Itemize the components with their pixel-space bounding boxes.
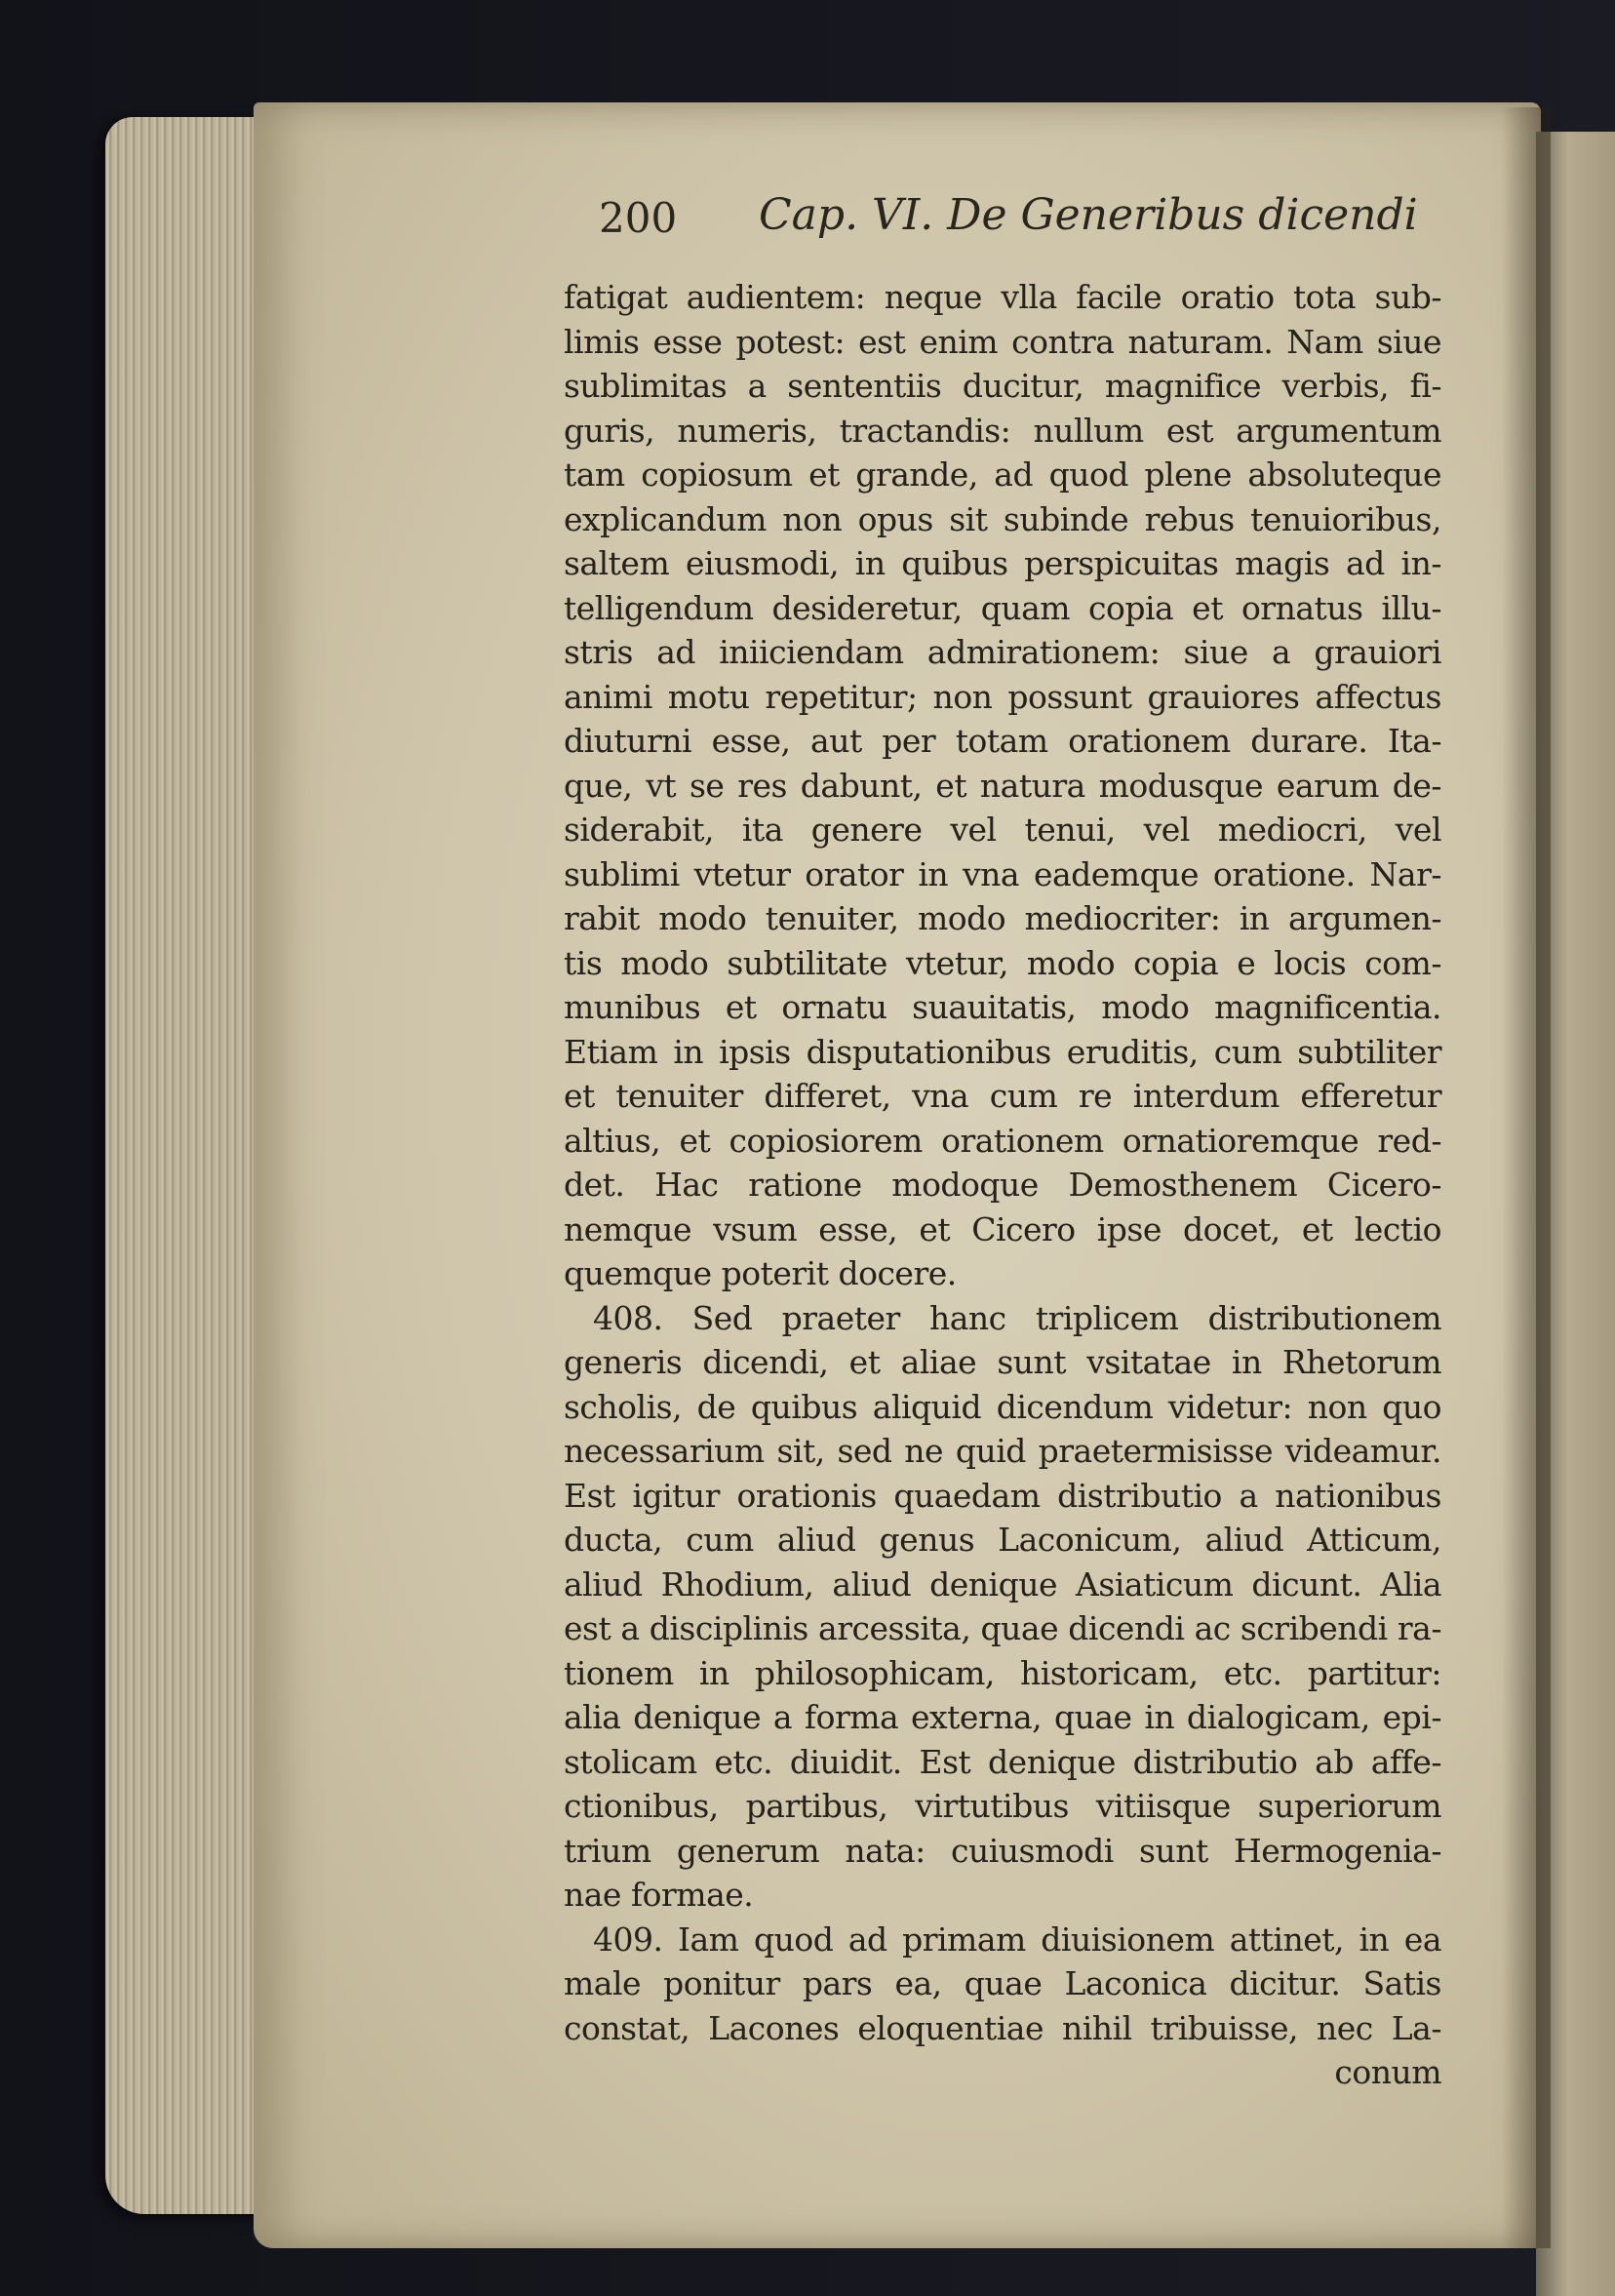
paragraph-start-line: 408. Sed praeter hanc triplicem distributionem <box>593 1298 1441 1337</box>
text-line: det. Hac ratione modoque Demosthenem Cicero- <box>564 1166 1441 1204</box>
text-line: constat, Lacones eloquentiae nihil tribuisse, nec La- <box>564 2008 1441 2047</box>
text-line: scholis, de quibus aliquid dicendum videtur: non quo <box>564 1387 1441 1426</box>
text-line: Est igitur orationis quaedam distributio a nationibus <box>564 1476 1441 1515</box>
text-line: et tenuiter differet, vna cum re interdum efferetur <box>564 1077 1441 1115</box>
text-line: alia denique a forma externa, quae in dialogicam, epi- <box>564 1698 1441 1736</box>
text-line: necessarium sit, sed ne quid praetermisisse videamur. <box>564 1432 1441 1470</box>
text-line: Etiam in ipsis disputationibus eruditis, cum subtiliter <box>564 1032 1441 1071</box>
catchword: conum <box>1334 2053 1441 2091</box>
page-number: 200 <box>599 194 678 242</box>
text-line: explicandum non opus sit subinde rebus tenuioribus, <box>564 499 1441 538</box>
text-line: siderabit, ita genere vel tenui, vel mediocri, vel <box>564 811 1441 849</box>
text-line: stris ad iniiciendam admirationem: siue a grauiori <box>564 633 1441 671</box>
page-header <box>585 190 1418 249</box>
text-line: fatigat audientem: neque vlla facile oratio tota sub- <box>564 278 1441 316</box>
text-line: nae formae. <box>564 1876 754 1914</box>
text-line: ctionibus, partibus, virtutibus vitiisque superiorum <box>564 1787 1441 1825</box>
text-line: tionem in philosophicam, historicam, etc. partitur: <box>564 1653 1441 1692</box>
text-line: est a disciplinis arcessita, quae dicendi ac scribendi ra- <box>564 1609 1441 1647</box>
body-text <box>564 275 1441 2095</box>
text-line: male ponitur pars ea, quae Laconica dicitur. Satis <box>564 1964 1441 2002</box>
text-line: limis esse potest: est enim contra naturam. Nam siue <box>564 322 1441 361</box>
text-line: trium generum nata: cuiusmodi sunt Hermogenia- <box>564 1831 1441 1870</box>
text-line: guris, numeris, tractandis: nullum est argumentum <box>564 411 1441 450</box>
running-head: Cap. VI. De Generibus dicendi <box>759 190 1418 240</box>
text-line: aliud Rhodium, aliud denique Asiaticum dicunt. Alia <box>564 1564 1441 1603</box>
text-line: tis modo subtilitate vtetur, modo copia e locis com- <box>564 943 1441 982</box>
text-line: generis dicendi, et aliae sunt vsitatae in Rhetorum <box>564 1343 1441 1381</box>
text-line: animi motu repetitur; non possunt grauiores affectus <box>564 677 1441 716</box>
text-line: tam copiosum et grande, ad quod plene absoluteque <box>564 455 1441 494</box>
text-line: sublimitas a sententiis ducitur, magnifice verbis, fi- <box>564 367 1441 405</box>
text-line: quemque poterit docere. <box>564 1254 957 1292</box>
text-line: que, vt se res dabunt, et natura modusque earum de- <box>564 766 1441 805</box>
text-line: telligendum desideretur, quam copia et ornatus illu- <box>564 588 1441 627</box>
paragraph-start-line: 409. Iam quod ad primam diuisionem attinet, in ea <box>593 1920 1441 1959</box>
text-line: ducta, cum aliud genus Laconicum, aliud Atticum, <box>564 1521 1441 1559</box>
text-line: saltem eiusmodi, in quibus perspicuitas magis ad in- <box>564 544 1441 582</box>
text-line: sublimi vtetur orator in vna eademque oratione. Nar- <box>564 854 1441 893</box>
text-line: munibus et ornatu suauitatis, modo magnificentia. <box>564 988 1441 1026</box>
gutter-shadow <box>1502 107 1551 2248</box>
text-line: stolicam etc. diuidit. Est denique distributio ab affe- <box>564 1742 1441 1781</box>
text-line: rabit modo tenuiter, modo mediocriter: in argumen- <box>564 899 1441 937</box>
text-line: nemque vsum esse, et Cicero ipse docet, et lectio <box>564 1209 1441 1248</box>
text-line: altius, et copiosiorem orationem ornatioremque red- <box>564 1121 1441 1160</box>
text-line: diuturni esse, aut per totam orationem durare. Ita- <box>564 722 1441 760</box>
